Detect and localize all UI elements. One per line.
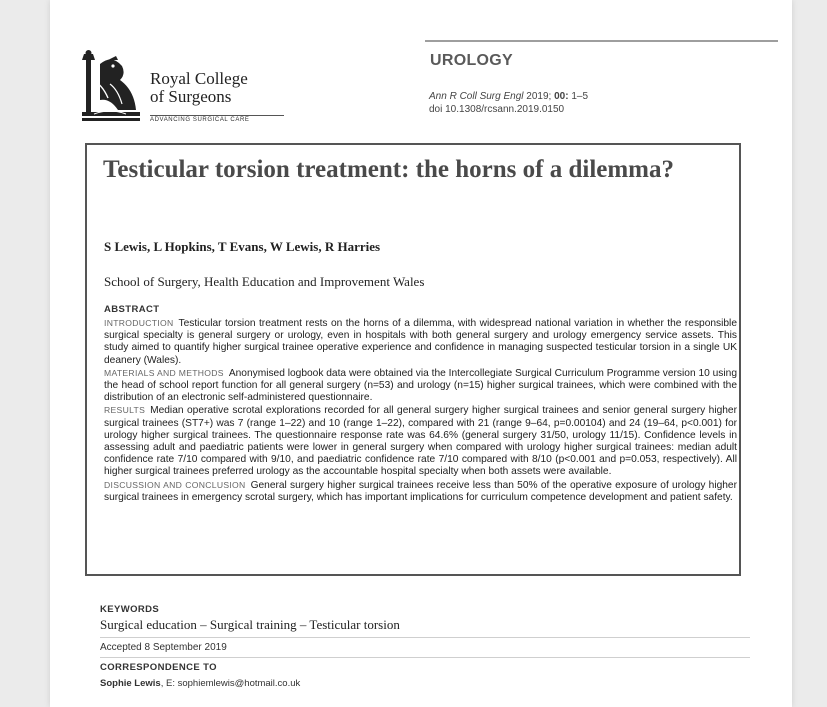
authors: S Lewis, L Hopkins, T Evans, W Lewis, R Harries — [104, 239, 381, 254]
citation-line — [429, 90, 588, 103]
methods-text: Anonymised logbook data were obtained via the Intercollegiate Surgical Curriculum Programme version 10 using the head of school report function for all general surgery (n=53) and urology (n=15) higher surgical trainees, which were combined with the distribution of an electronic self-administered questionnaire. — [104, 367, 737, 404]
abstract-heading: ABSTRACT — [104, 304, 160, 315]
abstract-methods — [104, 367, 737, 405]
divider — [100, 657, 750, 658]
abstract-results — [104, 404, 737, 478]
correspondence-name: Sophie Lewis — [100, 678, 161, 689]
logo-tagline: ADVANCING SURGICAL CARE — [150, 115, 284, 123]
crest-icon — [80, 50, 146, 126]
introduction-text: Testicular torsion treatment rests on the horns of a dilemma, with widespread national variation in whether the responsible surgical specialty is general surgery or urology, even in hospitals with both general surgery and urology emergency service assets. This study aimed to quantify higher surgical trainee operative experience and confidence in managing suspected testicular torsion in a single UK deanery (Wales). — [104, 318, 737, 366]
correspondence — [100, 678, 300, 689]
divider — [100, 637, 750, 638]
conclusion-text: General surgery higher surgical trainees receive less than 50% of the operative exposure of urology higher surgical trainees in emergency scrotal surgery, which has important implications for curriculum competence development and patient safety. — [104, 479, 737, 503]
results-text: Median operative scrotal explorations recorded for all general surgery higher surgical trainees and senior general surgery higher surgical trainees (ST7+) was 7 (range 1–22) and 10 (range 1–22), compared with 21 (range 9–64, p=0.00104) and 24 (19–64, p<0.001) for urology higher surgical trainees. The questionnaire response rate was 64.6% (general surgery 31/50, urology 11/15). Confidence levels in assessing adult and paediatric patients were lower in general surgery when compared with urology higher surgical trainees: median adult confidence rate 7/10 compared with 9/10, and paediatric confidence rate 7/10 compared with 8/10 (p<0.001 and p=0.053, respectively). All higher surgical trainees preferred urology as the accountable hospital specialty when both assets were available. — [104, 405, 737, 478]
citation-volume: 00: — [554, 91, 569, 102]
keywords-text: Surgical education – Surgical training – Testicular torsion — [100, 617, 400, 632]
affiliation: School of Surgery, Health Education and Improvement Wales — [104, 274, 425, 289]
introduction-label: INTRODUCTION — [104, 318, 174, 328]
article-title: Testicular torsion treatment: the horns of a dilemma? — [103, 156, 675, 183]
citation-pages: 1–5 — [568, 91, 589, 102]
logo-name-line1: Royal College — [150, 69, 248, 88]
abstract-box — [85, 143, 741, 576]
accepted-date: Accepted 8 September 2019 — [100, 642, 227, 653]
logo-name-line2: of Surgeons — [150, 87, 232, 106]
rcs-logo — [80, 50, 280, 130]
header-rule — [425, 40, 778, 42]
correspondence-contact[interactable]: , E: sophiemlewis@hotmail.co.uk — [160, 678, 301, 689]
conclusion-label: DISCUSSION AND CONCLUSION — [104, 479, 246, 490]
section-label: UROLOGY — [430, 52, 513, 69]
doi[interactable]: doi 10.1308/rcsann.2019.0150 — [429, 104, 565, 115]
abstract-introduction — [104, 317, 737, 367]
methods-label: MATERIALS AND METHODS — [104, 367, 224, 378]
keywords-heading: KEYWORDS — [100, 604, 160, 615]
citation-year: 2019; — [523, 91, 555, 102]
correspondence-heading: CORRESPONDENCE TO — [100, 662, 217, 673]
abstract-conclusion — [104, 479, 737, 504]
logo-name — [150, 70, 248, 106]
journal-name: Ann R Coll Surg Engl — [429, 91, 524, 102]
abstract-body — [104, 317, 737, 504]
results-label: RESULTS — [104, 405, 146, 416]
journal-page — [50, 0, 792, 707]
citation — [429, 90, 588, 116]
